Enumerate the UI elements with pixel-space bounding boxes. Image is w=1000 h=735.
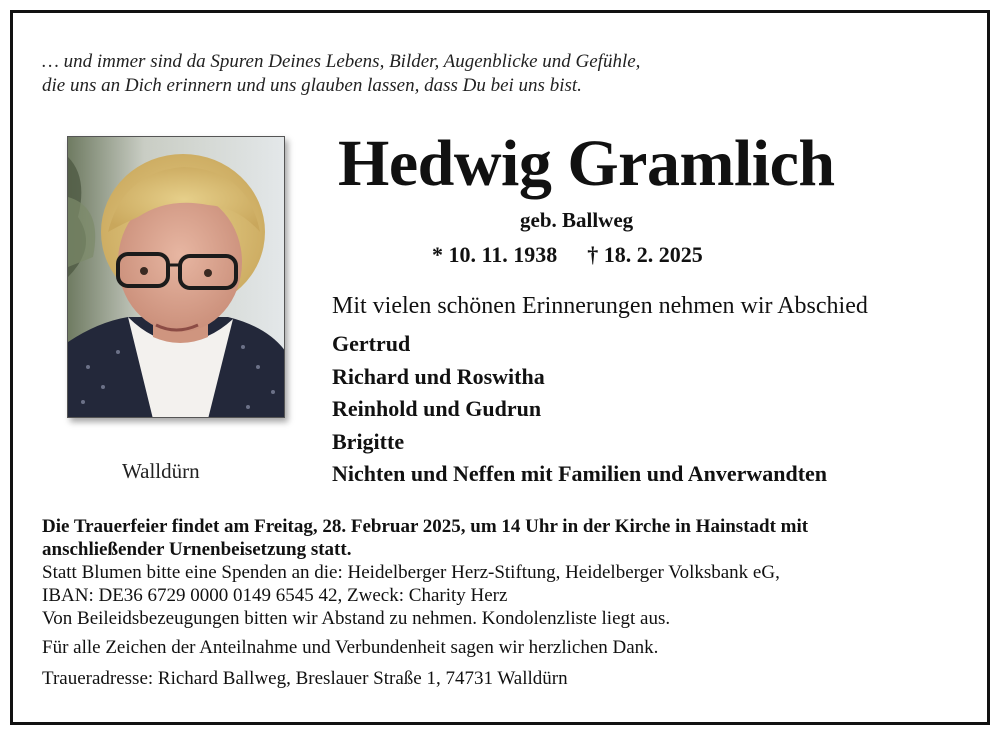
portrait-photo: [67, 136, 285, 418]
thanks-line: Für alle Zeichen der Anteilnahme und Verbundenheit sagen wir herzlichen Dank.: [42, 637, 659, 658]
deceased-name: Hedwig Gramlich: [338, 127, 835, 200]
donation-line: Statt Blumen bitte eine Spenden an die: Heidelberger Herz-Stiftung, Heidelberger Volksbank eG,: [42, 562, 780, 583]
info-section: [42, 515, 967, 690]
maiden-name: geb. Ballweg: [520, 208, 634, 232]
mourner-entry: Brigitte: [332, 428, 405, 454]
death-date: † 18. 2. 2025: [587, 242, 703, 267]
portrait-image: [68, 137, 285, 418]
mourner-entry: Nichten und Neffen mit Familien und Anverwandten: [332, 461, 828, 486]
mourners-list: [332, 328, 827, 491]
mourner-entry: Reinhold und Gudrun: [332, 396, 542, 421]
life-dates: [432, 242, 703, 268]
birth-date: * 10. 11. 1938: [432, 242, 558, 267]
farewell-text: Mit vielen schönen Erinnerungen nehmen wir Abschied: [332, 293, 868, 319]
donation-line: IBAN: DE36 6729 0000 0149 6545 42, Zweck: Charity Herz: [42, 585, 508, 606]
quote-line: die uns an Dich erinnern und uns glauben lassen, dass Du bei uns bist.: [42, 75, 582, 96]
ceremony-line: anschließender Urnenbeisetzung statt.: [42, 539, 352, 560]
condolence-line: Von Beileidsbezeugungen bitten wir Abstand zu nehmen. Kondolenzliste liegt aus.: [42, 608, 671, 629]
mourner-entry: Richard und Roswitha: [332, 363, 545, 389]
quote-line: … und immer sind da Spuren Deines Lebens, Bilder, Augenblicke und Gefühle,: [42, 51, 641, 72]
mourner-entry: Gertrud: [332, 331, 411, 356]
ceremony-line: Die Trauerfeier findet am Freitag, 28. Februar 2025, um 14 Uhr in der Kirche in Hainstadt mit: [42, 516, 809, 537]
place-label: Walldürn: [122, 459, 200, 483]
memorial-quote: [42, 50, 942, 98]
address-line: Traueradresse: Richard Ballweg, Breslauer Straße 1, 74731 Walldürn: [42, 668, 568, 689]
